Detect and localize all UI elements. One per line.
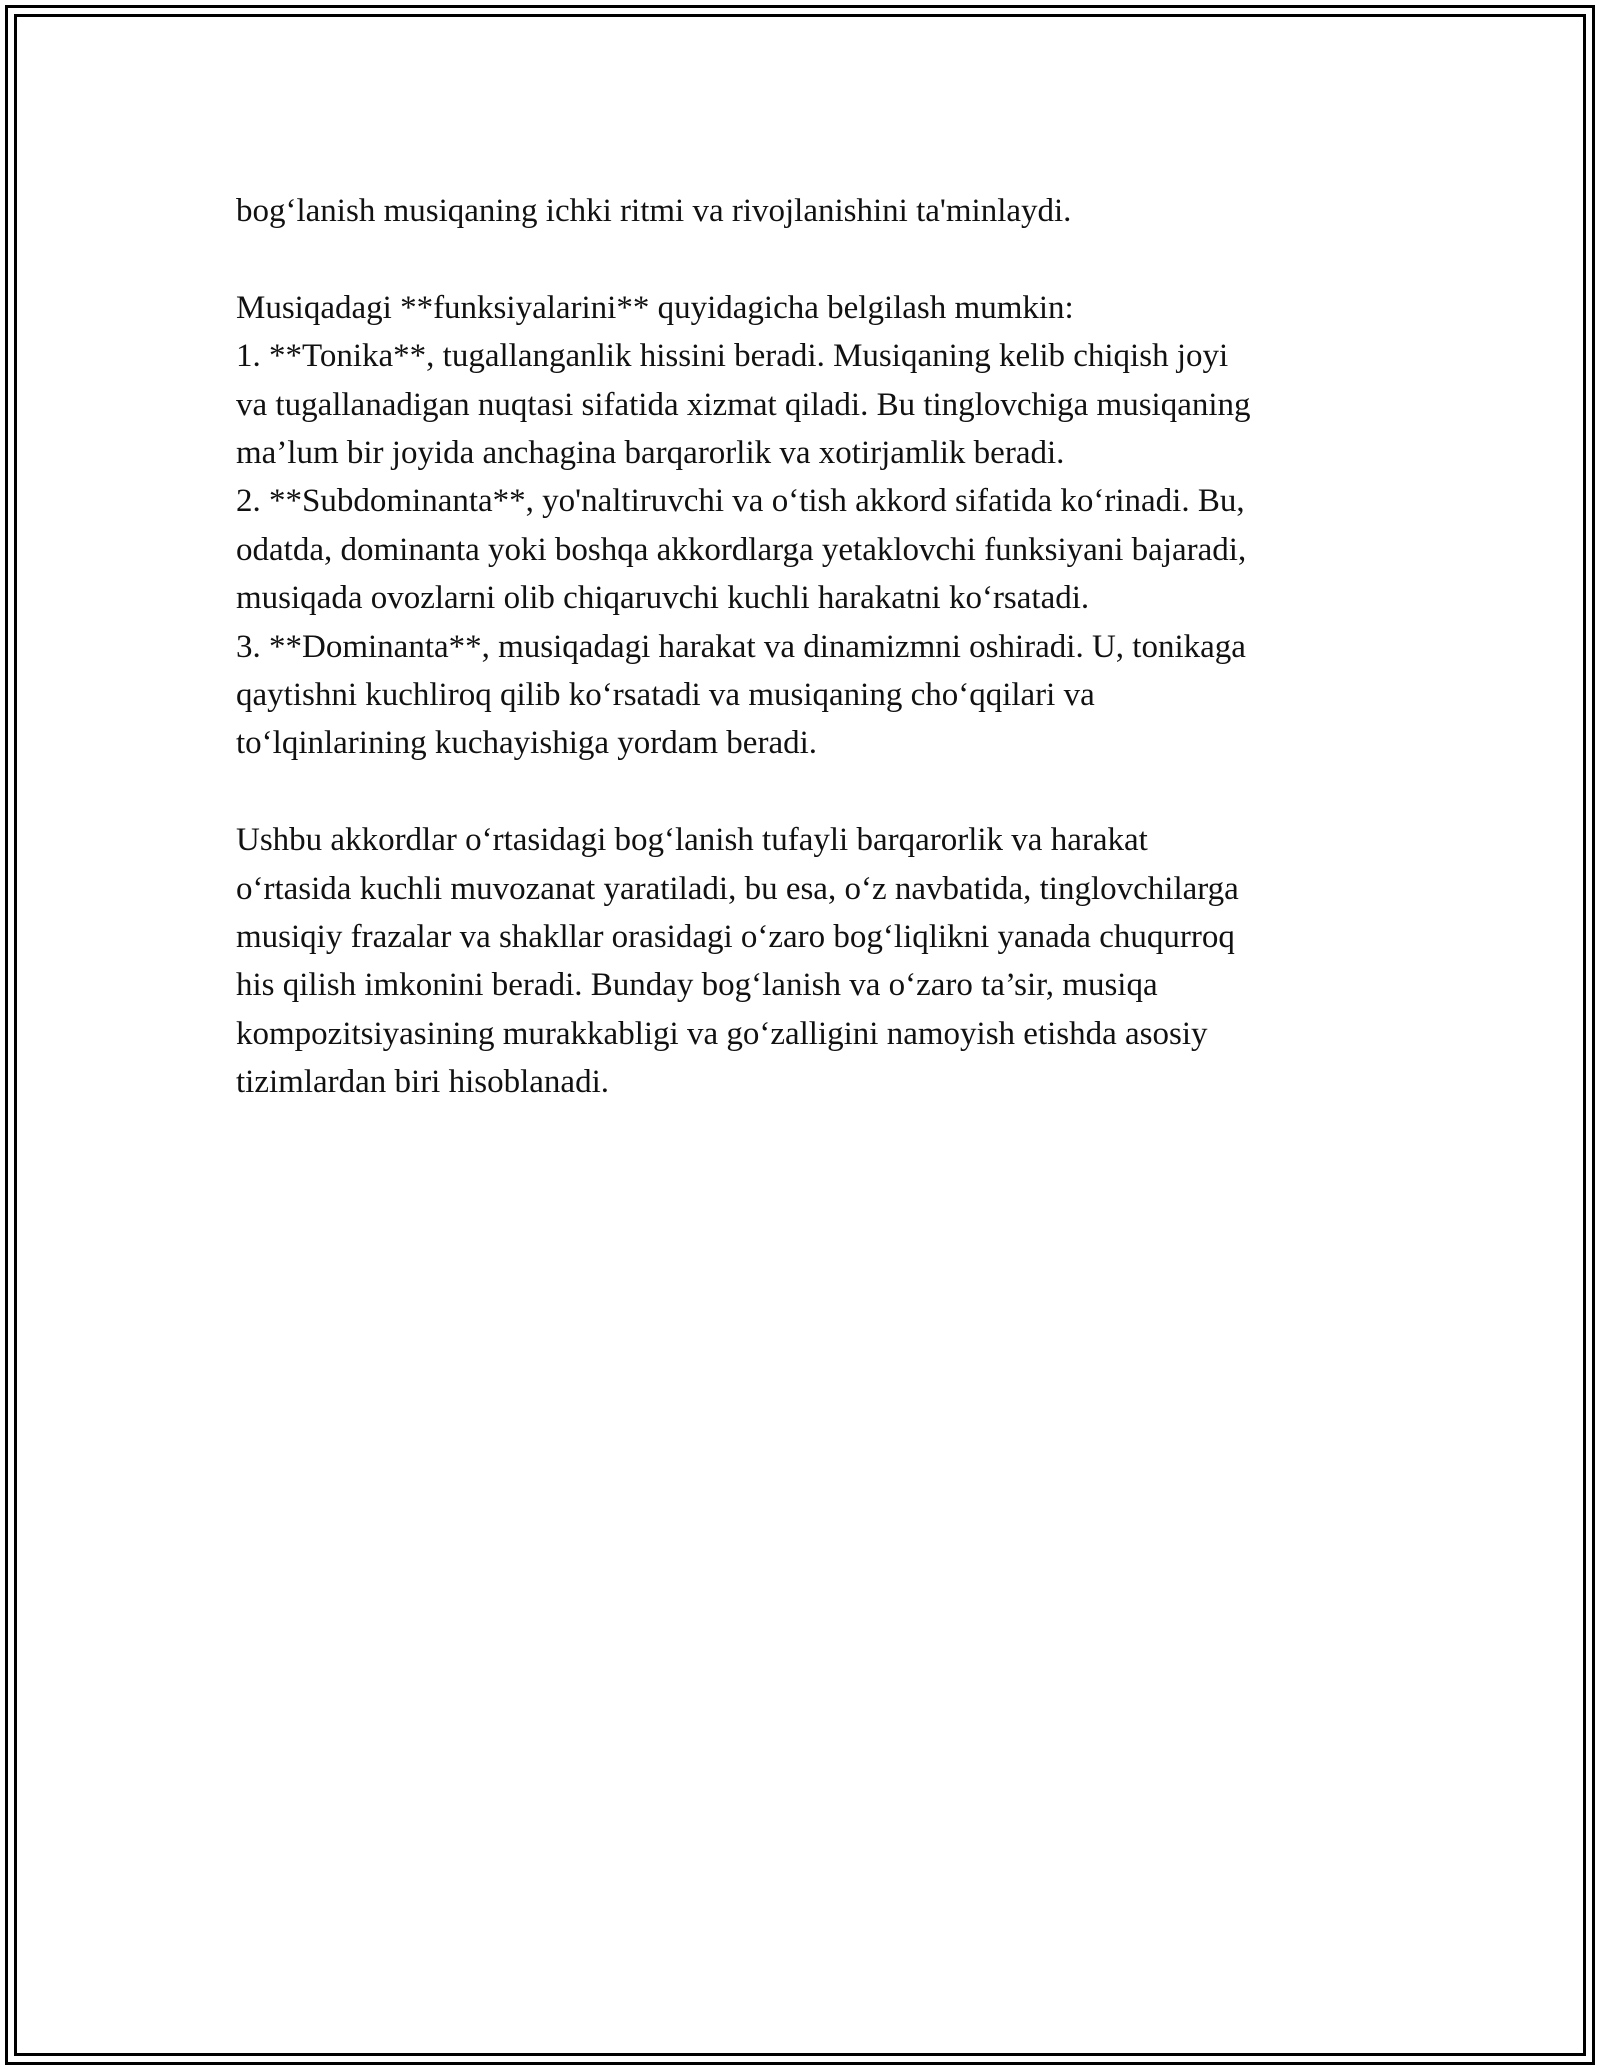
list-item-dominanta bbox=[236, 623, 1386, 768]
conclusion-line: o‘rtasida kuchli muvozanat yaratiladi, bu esa, o‘z navbatida, tinglovchilarga bbox=[236, 870, 1239, 907]
conclusion-line: tizimlardan biri hisoblanadi. bbox=[236, 1064, 609, 1101]
list-item-subdominanta bbox=[236, 477, 1386, 622]
list-item-line: to‘lqinlarining kuchayishiga yordam beradi. bbox=[236, 725, 818, 762]
list-item-line: musiqada ovozlarni olib chiqaruvchi kuchli harakatni ko‘rsatadi. bbox=[236, 580, 1090, 617]
functions-heading: Musiqadagi **funksiyalarini** quyidagicha belgilash mumkin: bbox=[236, 289, 1074, 326]
intro-line: bog‘lanish musiqaning ichki ritmi va rivojlanishini ta'minlaydi. bbox=[236, 193, 1072, 229]
paragraph-gap bbox=[236, 768, 1386, 816]
list-item-line: odatda, dominanta yoki boshqa akkordlarga yetaklovchi funksiyani bajaradi, bbox=[236, 531, 1247, 568]
list-item-line: qaytishni kuchliroq qilib ko‘rsatadi va musiqaning cho‘qqilari va bbox=[236, 677, 1095, 714]
list-item-line: ma’lum bir joyida anchagina barqarorlik va xotirjamlik beradi. bbox=[236, 435, 1065, 472]
list-item-line: 2. **Subdominanta**, yo'naltiruvchi va o‘tish akkord sifatida ko‘rinadi. Bu, bbox=[236, 483, 1245, 520]
paragraph-gap bbox=[236, 235, 1386, 283]
list-item-line: 3. **Dominanta**, musiqadagi harakat va dinamizmni oshiradi. U, tonikaga bbox=[236, 628, 1246, 665]
conclusion-line: kompozitsiyasining murakkabligi va go‘zalligini namoyish etishda asosiy bbox=[236, 1015, 1208, 1052]
conclusion-paragraph bbox=[236, 816, 1386, 1106]
document-body bbox=[236, 187, 1386, 1107]
list-item-line: va tugallanadigan nuqtasi sifatida xizmat qiladi. Bu tinglovchiga musiqaning bbox=[236, 386, 1251, 423]
conclusion-line: Ushbu akkordlar o‘rtasidagi bog‘lanish tufayli barqarorlik va harakat bbox=[236, 822, 1148, 859]
conclusion-line: musiqiy frazalar va shakllar orasidagi o‘zaro bog‘liqlikni yanada chuqurroq bbox=[236, 919, 1235, 956]
conclusion-line: his qilish imkonini beradi. Bunday bog‘lanish va o‘zaro ta’sir, musiqa bbox=[236, 967, 1158, 1004]
functions-list bbox=[236, 332, 1386, 768]
list-item-tonika bbox=[236, 332, 1386, 477]
list-item-line: 1. **Tonika**, tugallanganlik hissini beradi. Musiqaning kelib chiqish joyi bbox=[236, 338, 1229, 375]
